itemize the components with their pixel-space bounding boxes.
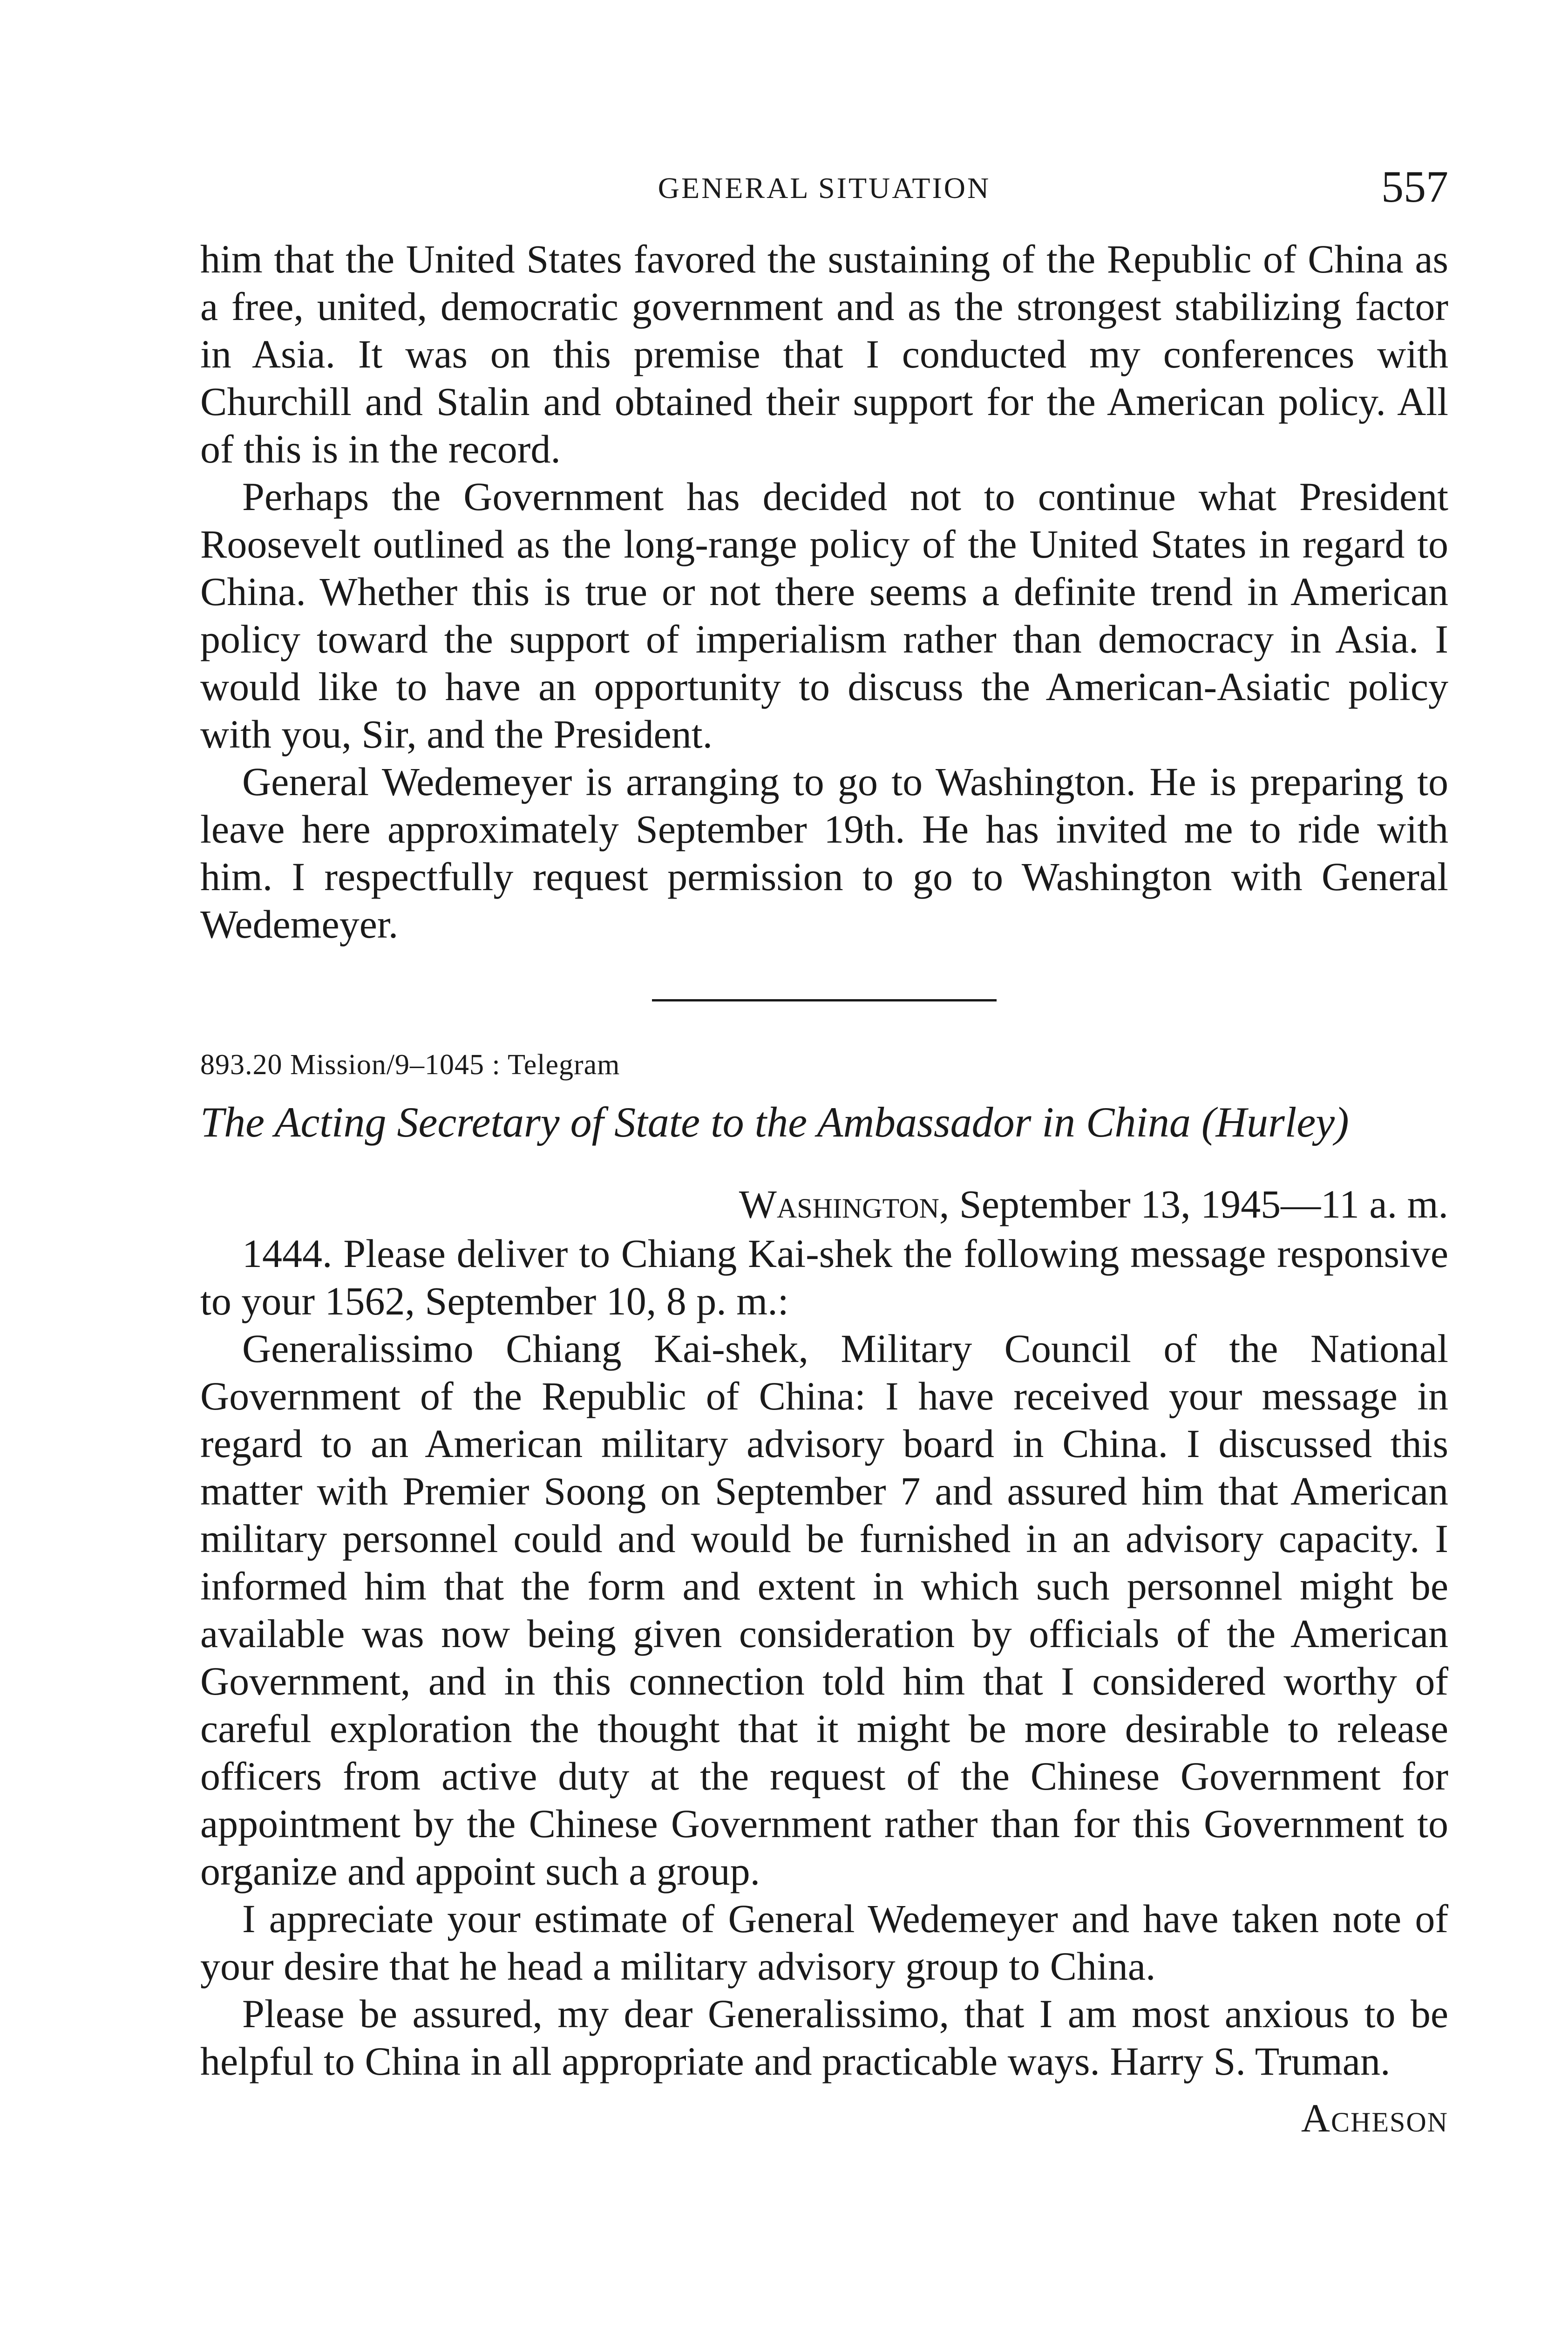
- running-head: GENERAL SITUATION: [658, 171, 991, 204]
- signature: Acheson: [1301, 2096, 1448, 2140]
- page-number: 557: [1381, 162, 1448, 211]
- paragraph-continuation: him that the United States favored the sustaining of the Republic of China as a free, united, democratic government and as the strongest stabilizing factor in Asia. It was on this premise that I conducted my conferences with Churchill and Stalin and obtained their support for the American policy. All of this is in the record.: [200, 237, 1448, 471]
- page-body: [200, 235, 1448, 2142]
- dateline-date: , September 13, 1945—11 a. m.: [939, 1182, 1448, 1226]
- paragraph: Generalissimo Chiang Kai-shek, Military Council of the National Government of the Republic of China: I have received your message in regard to an American military advisory board in China. I discussed this matter with Premier Soong on September 7 and assured him that American military personnel could and would be furnished in an advisory capacity. I informed him that the form and extent in which such personnel might be available was now being given consideration by officials of the American Government, and in this connection told him that I considered worthy of careful exploration the thought that it might be more desirable to release officers from active duty at the request of the Chinese Government for appointment by the Chinese Government rather than for this Government to organize and appoint such a group.: [200, 1326, 1448, 1893]
- paragraph: Perhaps the Government has decided not to continue what President Roosevelt outlined as the long-range policy of the United States in regard to China. Whether this is true or not there seems a definite trend in American policy toward the support of imperialism rather than democracy in Asia. I would like to have an opportunity to discuss the American-Asiatic policy with you, Sir, and the President.: [200, 474, 1448, 756]
- paragraph: 1444. Please deliver to Chiang Kai-shek the following message responsive to your 1562, September 10, 8 p. m.:: [200, 1231, 1448, 1323]
- dateline-place: Washington: [739, 1182, 939, 1226]
- section-divider: [652, 999, 997, 1001]
- file-reference: 893.20 Mission/9–1045 : Telegram: [200, 1049, 620, 1081]
- paragraph: General Wedemeyer is arranging to go to Washington. He is preparing to leave here approximately September 19th. He has invited me to ride with him. I respectfully request permission to go to Washington with General Wedemeyer.: [200, 759, 1448, 947]
- document-title: The Acting Secretary of State to the Ambassador in China (Hurley): [200, 1098, 1349, 1146]
- dateline: [200, 1180, 1448, 1228]
- paragraph: Please be assured, my dear Generalissimo, that I am most anxious to be helpful to China in all appropriate and practicable ways. Harry S. Truman.: [200, 1991, 1448, 2084]
- paragraph: I appreciate your estimate of General Wedemeyer and have taken note of your desire that he head a military advisory group to China.: [200, 1896, 1448, 1989]
- page-header: [200, 161, 1448, 212]
